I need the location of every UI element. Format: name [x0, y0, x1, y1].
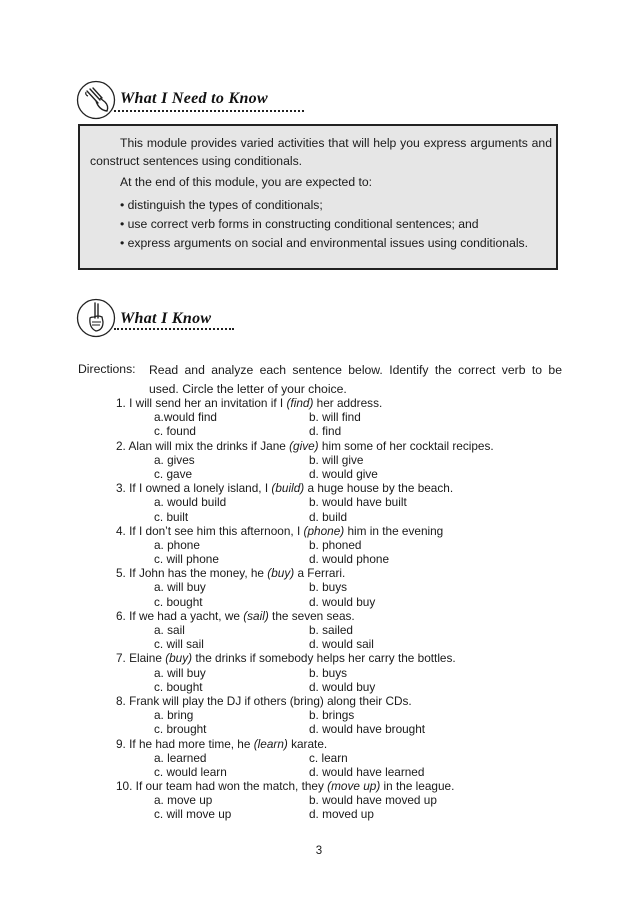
question-stem: 1. I will send her an invitation if I (find) her address.: [116, 396, 383, 410]
option-a[interactable]: a. would build: [154, 495, 227, 510]
option-b[interactable]: c. learn: [309, 750, 348, 765]
option-a[interactable]: a. gives: [154, 452, 195, 467]
option-b[interactable]: b. sailed: [309, 623, 353, 637]
option-a[interactable]: a. move up: [154, 793, 213, 808]
option-a[interactable]: a. learned: [154, 750, 207, 765]
option-d[interactable]: d. would have brought: [309, 722, 426, 737]
option-c[interactable]: c. bought: [154, 594, 203, 609]
option-d[interactable]: d. would sail: [309, 637, 374, 652]
option-b[interactable]: b. buys: [309, 665, 348, 680]
intro-paragraph: This module provides varied activities that will help you express arguments and construct sentences using conditionals.: [90, 136, 552, 168]
option-b[interactable]: b. would have moved up: [309, 793, 437, 808]
question-stem: 8. Frank will play the DJ if others (bring) along their CDs.: [116, 693, 412, 708]
option-a[interactable]: a. will buy: [154, 665, 206, 680]
option-a[interactable]: a.would find: [154, 410, 217, 425]
option-c[interactable]: c. built: [154, 509, 189, 524]
objective-item: • distinguish the types of conditionals;: [120, 198, 323, 212]
question-item: [116, 737, 494, 780]
question-stem: 6. If we had a yacht, we (sail) the seven seas.: [116, 608, 355, 623]
question-list: [116, 396, 494, 822]
question-stem: 4. If I don’t see him this afternoon, I (phone) him in the evening: [116, 523, 444, 538]
question-item: [116, 694, 494, 737]
option-c[interactable]: c. found: [154, 424, 196, 439]
option-d[interactable]: d. would have learned: [309, 764, 425, 779]
question-stem: 5. If John has the money, he (buy) a Ferrari.: [116, 566, 346, 581]
option-d[interactable]: d. would buy: [309, 594, 376, 609]
question-stem: 9. If he had more time, he (learn) karate.: [116, 736, 328, 751]
objective-item: • use correct verb forms in constructing conditional sentences; and: [120, 217, 479, 231]
question-item: [116, 396, 494, 439]
expectations-paragraph: At the end of this module, you are expected to:: [120, 175, 373, 189]
question-item: [116, 609, 494, 652]
objective-item: • express arguments on social and environmental issues using conditionals.: [120, 236, 529, 250]
option-a[interactable]: a. phone: [154, 537, 200, 552]
option-d[interactable]: d. build: [309, 509, 348, 524]
option-c[interactable]: c. bought: [154, 679, 203, 694]
option-c[interactable]: c. will phone: [154, 552, 219, 567]
question-stem: 3. If I owned a lonely island, I (build) a huge house by the beach.: [116, 481, 454, 496]
question-item: [116, 779, 494, 822]
option-c[interactable]: c. brought: [154, 722, 207, 737]
option-c[interactable]: c. will move up: [154, 807, 232, 822]
section-heading-what-i-know: [76, 298, 256, 340]
objectives-box: [78, 124, 558, 270]
option-a[interactable]: a. will buy: [154, 580, 206, 595]
option-d[interactable]: d. find: [309, 424, 342, 439]
option-a[interactable]: a. bring: [154, 708, 194, 723]
option-d[interactable]: d. would buy: [309, 679, 376, 694]
title-underline: [114, 328, 234, 330]
option-b[interactable]: b. buys: [309, 580, 348, 595]
option-b[interactable]: b. will find: [309, 410, 361, 425]
directions-label: Directions:: [78, 362, 136, 376]
option-c[interactable]: c. gave: [154, 466, 193, 481]
question-stem: 10. If our team had won the match, they (move up) in the league.: [116, 779, 455, 794]
question-item: [116, 566, 494, 609]
title-underline: [114, 110, 304, 112]
question-item: [116, 651, 494, 694]
page-number: 3: [315, 845, 323, 857]
option-d[interactable]: d. moved up: [309, 807, 374, 822]
option-b[interactable]: b. will give: [309, 452, 364, 467]
question-stem: 2. Alan will mix the drinks if Jane (give) him some of her cocktail recipes.: [116, 438, 494, 453]
pointing-hand-icon: [76, 80, 116, 120]
option-d[interactable]: d. would give: [309, 466, 378, 481]
section-heading-need-to-know: [76, 80, 316, 122]
question-item: [116, 439, 494, 482]
option-b[interactable]: b. phoned: [309, 537, 362, 552]
option-d[interactable]: d. would phone: [309, 552, 390, 567]
option-c[interactable]: c. would learn: [154, 764, 227, 779]
option-b[interactable]: b. would have built: [309, 495, 407, 510]
section-title: What I Know: [120, 310, 212, 327]
directions-text: Read and analyze each sentence below. Identify the correct verb to be used. Circle the letter of your choice.: [149, 363, 562, 396]
raised-finger-hand-icon: [76, 298, 116, 338]
option-a[interactable]: a. sail: [154, 623, 185, 637]
section-title: What I Need to Know: [120, 90, 268, 107]
option-b[interactable]: b. brings: [309, 708, 355, 723]
question-item: [116, 481, 494, 524]
question-stem: 7. Elaine (buy) the drinks if somebody helps her carry the bottles.: [116, 651, 456, 666]
objectives-list: [120, 196, 528, 253]
question-item: [116, 524, 494, 567]
option-c[interactable]: c. will sail: [154, 637, 204, 652]
